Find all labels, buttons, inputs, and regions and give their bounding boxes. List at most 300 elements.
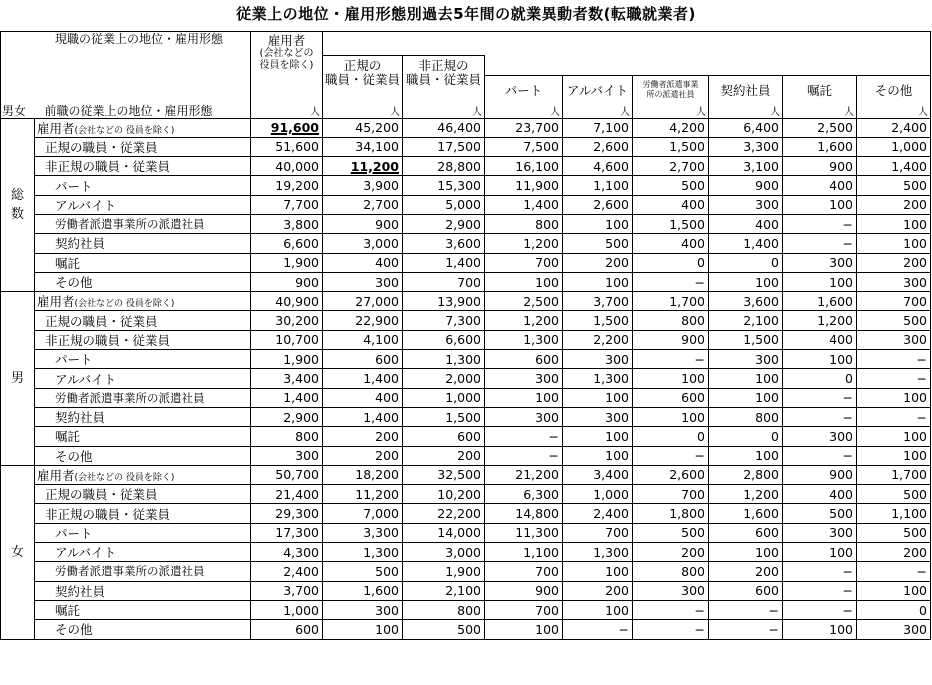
value-cell (857, 504, 931, 523)
col-header-keiyaku: 契約社員 (709, 76, 783, 104)
value-cell (709, 407, 783, 426)
value-text: − (768, 621, 779, 637)
value-text: 900 (681, 332, 705, 348)
table-row (1, 427, 931, 446)
value-text: 2,000 (445, 371, 481, 386)
value-text: 3,400 (283, 371, 319, 386)
value-text: 500 (681, 525, 705, 541)
col-header-other: その他 (857, 76, 931, 104)
value-text: − (916, 563, 927, 579)
row-label-text: アルバイト (55, 197, 117, 213)
value-text: 1,600 (817, 293, 853, 309)
value-cell (857, 253, 931, 272)
value-text: 2,600 (593, 139, 629, 155)
value-cell (783, 427, 857, 446)
value-text: 45,200 (355, 120, 399, 136)
col-header-seiki-line2: 職員・従業員 (324, 72, 400, 87)
value-cell (403, 620, 485, 639)
value-text: 1,700 (891, 467, 927, 483)
value-text: 100 (605, 428, 629, 444)
unit-label: 人 (403, 104, 485, 119)
table-row (1, 195, 931, 214)
value-cell (485, 272, 563, 291)
value-text: 100 (535, 274, 559, 290)
value-text: − (694, 274, 705, 290)
value-text: 14,800 (515, 506, 559, 522)
row-label-text: 雇用者 (37, 120, 75, 136)
row-label-text: アルバイト (55, 545, 117, 561)
value-cell (857, 485, 931, 504)
value-cell (563, 427, 633, 446)
col-header-hiseiki-line2: 職員・従業員 (405, 72, 481, 87)
col-header-koyo-line2: (会社などの (259, 48, 314, 59)
value-text: 29,300 (275, 506, 319, 522)
value-text: 300 (375, 274, 399, 290)
value-cell (251, 214, 323, 233)
row-label (35, 157, 251, 176)
value-cell (251, 272, 323, 291)
value-cell (403, 485, 485, 504)
value-cell (633, 369, 709, 388)
value-text: 2,600 (593, 197, 629, 213)
value-cell (783, 272, 857, 291)
value-text: 500 (681, 178, 705, 194)
value-text: 400 (829, 486, 853, 502)
value-cell (857, 446, 931, 465)
table-row (1, 330, 931, 349)
value-text: 0 (697, 255, 705, 271)
sex-group-text: 総数 (10, 187, 24, 222)
value-text: 1,200 (523, 313, 559, 329)
table-row (1, 253, 931, 272)
value-cell (709, 118, 783, 137)
value-text: − (916, 351, 927, 367)
value-cell (563, 407, 633, 426)
value-text: 700 (681, 486, 705, 502)
value-cell (783, 562, 857, 581)
value-text: 200 (605, 255, 629, 271)
col-header-seiki-line1: 正規の (343, 58, 382, 73)
value-text: − (916, 409, 927, 425)
row-label (35, 504, 251, 523)
value-text: − (694, 621, 705, 637)
value-text: 15,300 (437, 178, 481, 194)
value-text: 200 (903, 544, 927, 560)
sex-group-label (1, 465, 35, 639)
value-text: 27,000 (355, 293, 399, 309)
value-text: 7,000 (363, 506, 399, 522)
value-text: 1,200 (817, 313, 853, 329)
col-header-haken-line1: 労働者派遣事業 (642, 79, 699, 89)
value-text: 1,400 (363, 371, 399, 386)
value-text: 1,900 (445, 563, 481, 579)
value-text: 100 (605, 390, 629, 406)
value-text: 300 (903, 621, 927, 637)
value-text: − (842, 390, 853, 406)
value-cell (323, 600, 403, 619)
table-row (1, 620, 931, 639)
value-text: 600 (457, 428, 481, 444)
value-text: 3,600 (445, 235, 481, 251)
table-row (1, 234, 931, 253)
value-cell (857, 407, 931, 426)
value-cell (783, 311, 857, 330)
sex-group-label (1, 118, 35, 292)
sex-header: 男女 (1, 104, 35, 119)
value-text: 400 (375, 390, 399, 406)
value-text: 500 (829, 506, 853, 522)
table-row (1, 157, 931, 176)
value-cell (783, 543, 857, 562)
value-cell (633, 427, 709, 446)
value-text: 11,300 (515, 525, 559, 541)
table-row (1, 137, 931, 156)
value-cell (857, 465, 931, 484)
value-text: − (618, 621, 629, 637)
value-cell (403, 330, 485, 349)
value-cell (323, 407, 403, 426)
row-label (35, 330, 251, 349)
value-text: 1,600 (817, 139, 853, 155)
value-cell (251, 118, 323, 137)
value-cell (403, 137, 485, 156)
value-cell (403, 350, 485, 369)
value-cell (633, 620, 709, 639)
value-cell (323, 465, 403, 484)
value-cell (403, 543, 485, 562)
col-header-part: パート (485, 76, 563, 104)
value-cell (633, 176, 709, 195)
value-text: − (842, 448, 853, 464)
value-text: 3,100 (743, 158, 779, 174)
row-label (35, 350, 251, 369)
value-cell (783, 195, 857, 214)
value-cell (323, 157, 403, 176)
value-cell (857, 214, 931, 233)
value-cell (783, 407, 857, 426)
value-cell (563, 446, 633, 465)
value-text: 300 (535, 371, 559, 386)
value-text: − (842, 602, 853, 618)
value-text: 2,400 (891, 120, 927, 136)
value-cell (563, 253, 633, 272)
value-text: 22,900 (355, 313, 399, 329)
value-text: 3,300 (743, 139, 779, 155)
row-label (35, 272, 251, 291)
value-text: 28,800 (437, 158, 481, 174)
value-text: 600 (681, 390, 705, 406)
value-text: 400 (829, 332, 853, 348)
row-label (35, 195, 251, 214)
value-text: 2,400 (283, 563, 319, 579)
value-text: 800 (681, 563, 705, 579)
value-text: 100 (903, 216, 927, 232)
value-cell (251, 388, 323, 407)
value-cell (563, 330, 633, 349)
value-cell (403, 195, 485, 214)
value-cell (709, 311, 783, 330)
data-table (0, 31, 931, 640)
value-text: 100 (681, 409, 705, 425)
value-text: 100 (535, 621, 559, 637)
row-label-text: 非正規の職員・従業員 (45, 332, 171, 348)
row-label (35, 369, 251, 388)
table-row (1, 523, 931, 542)
row-label (35, 234, 251, 253)
value-cell (485, 214, 563, 233)
corner-lower (1, 76, 251, 104)
value-cell (709, 350, 783, 369)
value-text: 11,200 (355, 486, 399, 502)
value-text: 400 (681, 197, 705, 213)
value-text: 1,500 (445, 409, 481, 425)
value-cell (783, 369, 857, 388)
value-text: 2,900 (283, 409, 319, 425)
unit-label: 人 (783, 104, 857, 119)
value-text: 100 (829, 544, 853, 560)
value-text: 3,600 (743, 293, 779, 309)
value-cell (251, 446, 323, 465)
value-text: 3,700 (593, 293, 629, 309)
value-cell (485, 157, 563, 176)
value-text: 7,700 (283, 197, 319, 213)
value-cell (563, 214, 633, 233)
value-text: 300 (605, 351, 629, 367)
col-header-koyo (251, 32, 323, 104)
value-text: 2,100 (743, 313, 779, 329)
unit-label: 人 (633, 104, 709, 119)
value-cell (563, 350, 633, 369)
value-cell (857, 388, 931, 407)
value-text: − (694, 448, 705, 464)
value-cell (633, 311, 709, 330)
value-text: 0 (771, 428, 779, 444)
value-cell (251, 581, 323, 600)
value-text: 300 (605, 409, 629, 425)
row-label-text: 雇用者 (37, 467, 75, 483)
value-text: 17,300 (275, 525, 319, 541)
value-text: 23,700 (515, 120, 559, 136)
value-text: 900 (375, 216, 399, 232)
value-text: 700 (605, 525, 629, 541)
table-row (1, 350, 931, 369)
value-cell (709, 272, 783, 291)
value-cell (783, 600, 857, 619)
value-cell (251, 311, 323, 330)
row-label (35, 118, 251, 137)
previous-status-header: 前職の従業上の地位・雇用形態 (35, 104, 251, 119)
value-cell (633, 523, 709, 542)
value-text: 600 (755, 525, 779, 541)
value-text: 300 (829, 428, 853, 444)
value-cell (857, 272, 931, 291)
value-cell (485, 600, 563, 619)
value-text: 900 (755, 178, 779, 194)
row-label-text: 非正規の職員・従業員 (45, 506, 171, 522)
value-text: 1,700 (669, 293, 705, 309)
value-cell (783, 118, 857, 137)
value-text: 2,500 (523, 293, 559, 309)
value-text: 6,300 (523, 486, 559, 502)
table-row (1, 581, 931, 600)
sex-group-label (1, 292, 35, 466)
table-row (1, 485, 931, 504)
unit-label: 人 (251, 104, 323, 119)
row-label-text: 契約社員 (55, 236, 106, 252)
value-text: − (694, 602, 705, 618)
table-row (1, 369, 931, 388)
value-text: 100 (755, 448, 779, 464)
value-cell (783, 234, 857, 253)
col-header-haken (633, 76, 709, 104)
value-cell (251, 292, 323, 311)
value-text: 6,600 (445, 332, 481, 348)
value-text: 100 (829, 197, 853, 213)
header-span-top (323, 32, 931, 56)
value-text: 0 (919, 602, 927, 618)
value-cell (857, 350, 931, 369)
row-label-text: 正規の職員・従業員 (45, 487, 158, 503)
value-cell (403, 214, 485, 233)
value-text: 1,000 (445, 390, 481, 406)
value-cell (485, 118, 563, 137)
value-cell (403, 234, 485, 253)
value-text: 100 (903, 390, 927, 406)
value-text: 3,900 (363, 178, 399, 194)
value-cell (251, 600, 323, 619)
value-text: 2,900 (445, 216, 481, 232)
row-label-text: パート (55, 352, 93, 368)
row-label-text: 非正規の職員・従業員 (45, 159, 171, 175)
unit-label: 人 (563, 104, 633, 119)
value-cell (857, 600, 931, 619)
value-text: 1,600 (363, 583, 399, 599)
value-cell (709, 562, 783, 581)
value-cell (633, 195, 709, 214)
value-cell (709, 427, 783, 446)
value-cell (403, 311, 485, 330)
value-text: − (842, 409, 853, 425)
value-cell (633, 234, 709, 253)
value-cell (563, 388, 633, 407)
value-cell (563, 523, 633, 542)
value-cell (323, 234, 403, 253)
value-text: 900 (829, 158, 853, 174)
value-cell (709, 369, 783, 388)
value-text: 1,900 (283, 351, 319, 367)
value-text: 1,600 (743, 506, 779, 522)
value-cell (323, 350, 403, 369)
table-row (1, 292, 931, 311)
col-header-seiki (323, 56, 403, 104)
value-text: 200 (903, 255, 927, 271)
table-row (1, 543, 931, 562)
value-text: 100 (605, 563, 629, 579)
value-cell (251, 562, 323, 581)
value-text: 1,500 (593, 313, 629, 329)
value-cell (323, 485, 403, 504)
value-text: 900 (829, 467, 853, 483)
value-cell (563, 620, 633, 639)
value-text: 51,600 (275, 139, 319, 155)
value-cell (485, 581, 563, 600)
value-text: 2,100 (445, 583, 481, 599)
value-text: 1,200 (523, 235, 559, 251)
value-text: 13,900 (437, 293, 481, 309)
value-cell (323, 562, 403, 581)
value-cell (563, 581, 633, 600)
value-text: 1,300 (363, 544, 399, 560)
value-cell (403, 446, 485, 465)
value-cell (783, 176, 857, 195)
value-cell (857, 620, 931, 639)
value-text: 7,500 (523, 139, 559, 155)
value-text: 1,300 (523, 332, 559, 348)
value-text: 100 (903, 235, 927, 251)
row-label-text: その他 (55, 448, 93, 464)
value-cell (323, 137, 403, 156)
value-text: 4,300 (283, 544, 319, 560)
row-label-text: その他 (55, 622, 93, 638)
value-cell (563, 195, 633, 214)
value-cell (633, 137, 709, 156)
value-text: 100 (605, 216, 629, 232)
row-label-text: アルバイト (55, 371, 117, 387)
table-row (1, 311, 931, 330)
value-cell (403, 369, 485, 388)
row-label-text: 労働者派遣事業所の派遣社員 (55, 217, 205, 232)
value-text: 32,500 (437, 467, 481, 483)
value-text: 17,500 (437, 139, 481, 155)
value-cell (485, 562, 563, 581)
value-text: 500 (605, 235, 629, 251)
value-text: 900 (535, 583, 559, 599)
value-cell (323, 214, 403, 233)
value-cell (563, 272, 633, 291)
row-label-note: (会社などの 役員を除く) (74, 299, 175, 310)
value-cell (857, 523, 931, 542)
current-status-header: 現職の従業上の地位・雇用形態 (1, 32, 251, 56)
value-cell (251, 176, 323, 195)
value-cell (323, 523, 403, 542)
value-text: 1,400 (283, 390, 319, 406)
value-text: 200 (755, 563, 779, 579)
value-text: − (548, 448, 559, 464)
value-cell (323, 543, 403, 562)
value-cell (323, 620, 403, 639)
unit-label: 人 (485, 104, 563, 119)
row-label-text: パート (55, 178, 93, 194)
row-label (35, 176, 251, 195)
value-text: 3,400 (593, 467, 629, 483)
value-cell (709, 543, 783, 562)
value-text: 200 (605, 583, 629, 599)
value-cell (857, 311, 931, 330)
value-text: 300 (829, 255, 853, 271)
value-cell (323, 272, 403, 291)
value-text: 2,700 (363, 197, 399, 213)
value-text: 500 (903, 313, 927, 329)
value-cell (563, 485, 633, 504)
value-text: 100 (903, 583, 927, 599)
row-label (35, 388, 251, 407)
value-text: − (842, 235, 853, 251)
value-cell (485, 234, 563, 253)
row-label (35, 427, 251, 446)
value-cell (857, 195, 931, 214)
value-text: 600 (295, 621, 319, 637)
value-cell (783, 292, 857, 311)
